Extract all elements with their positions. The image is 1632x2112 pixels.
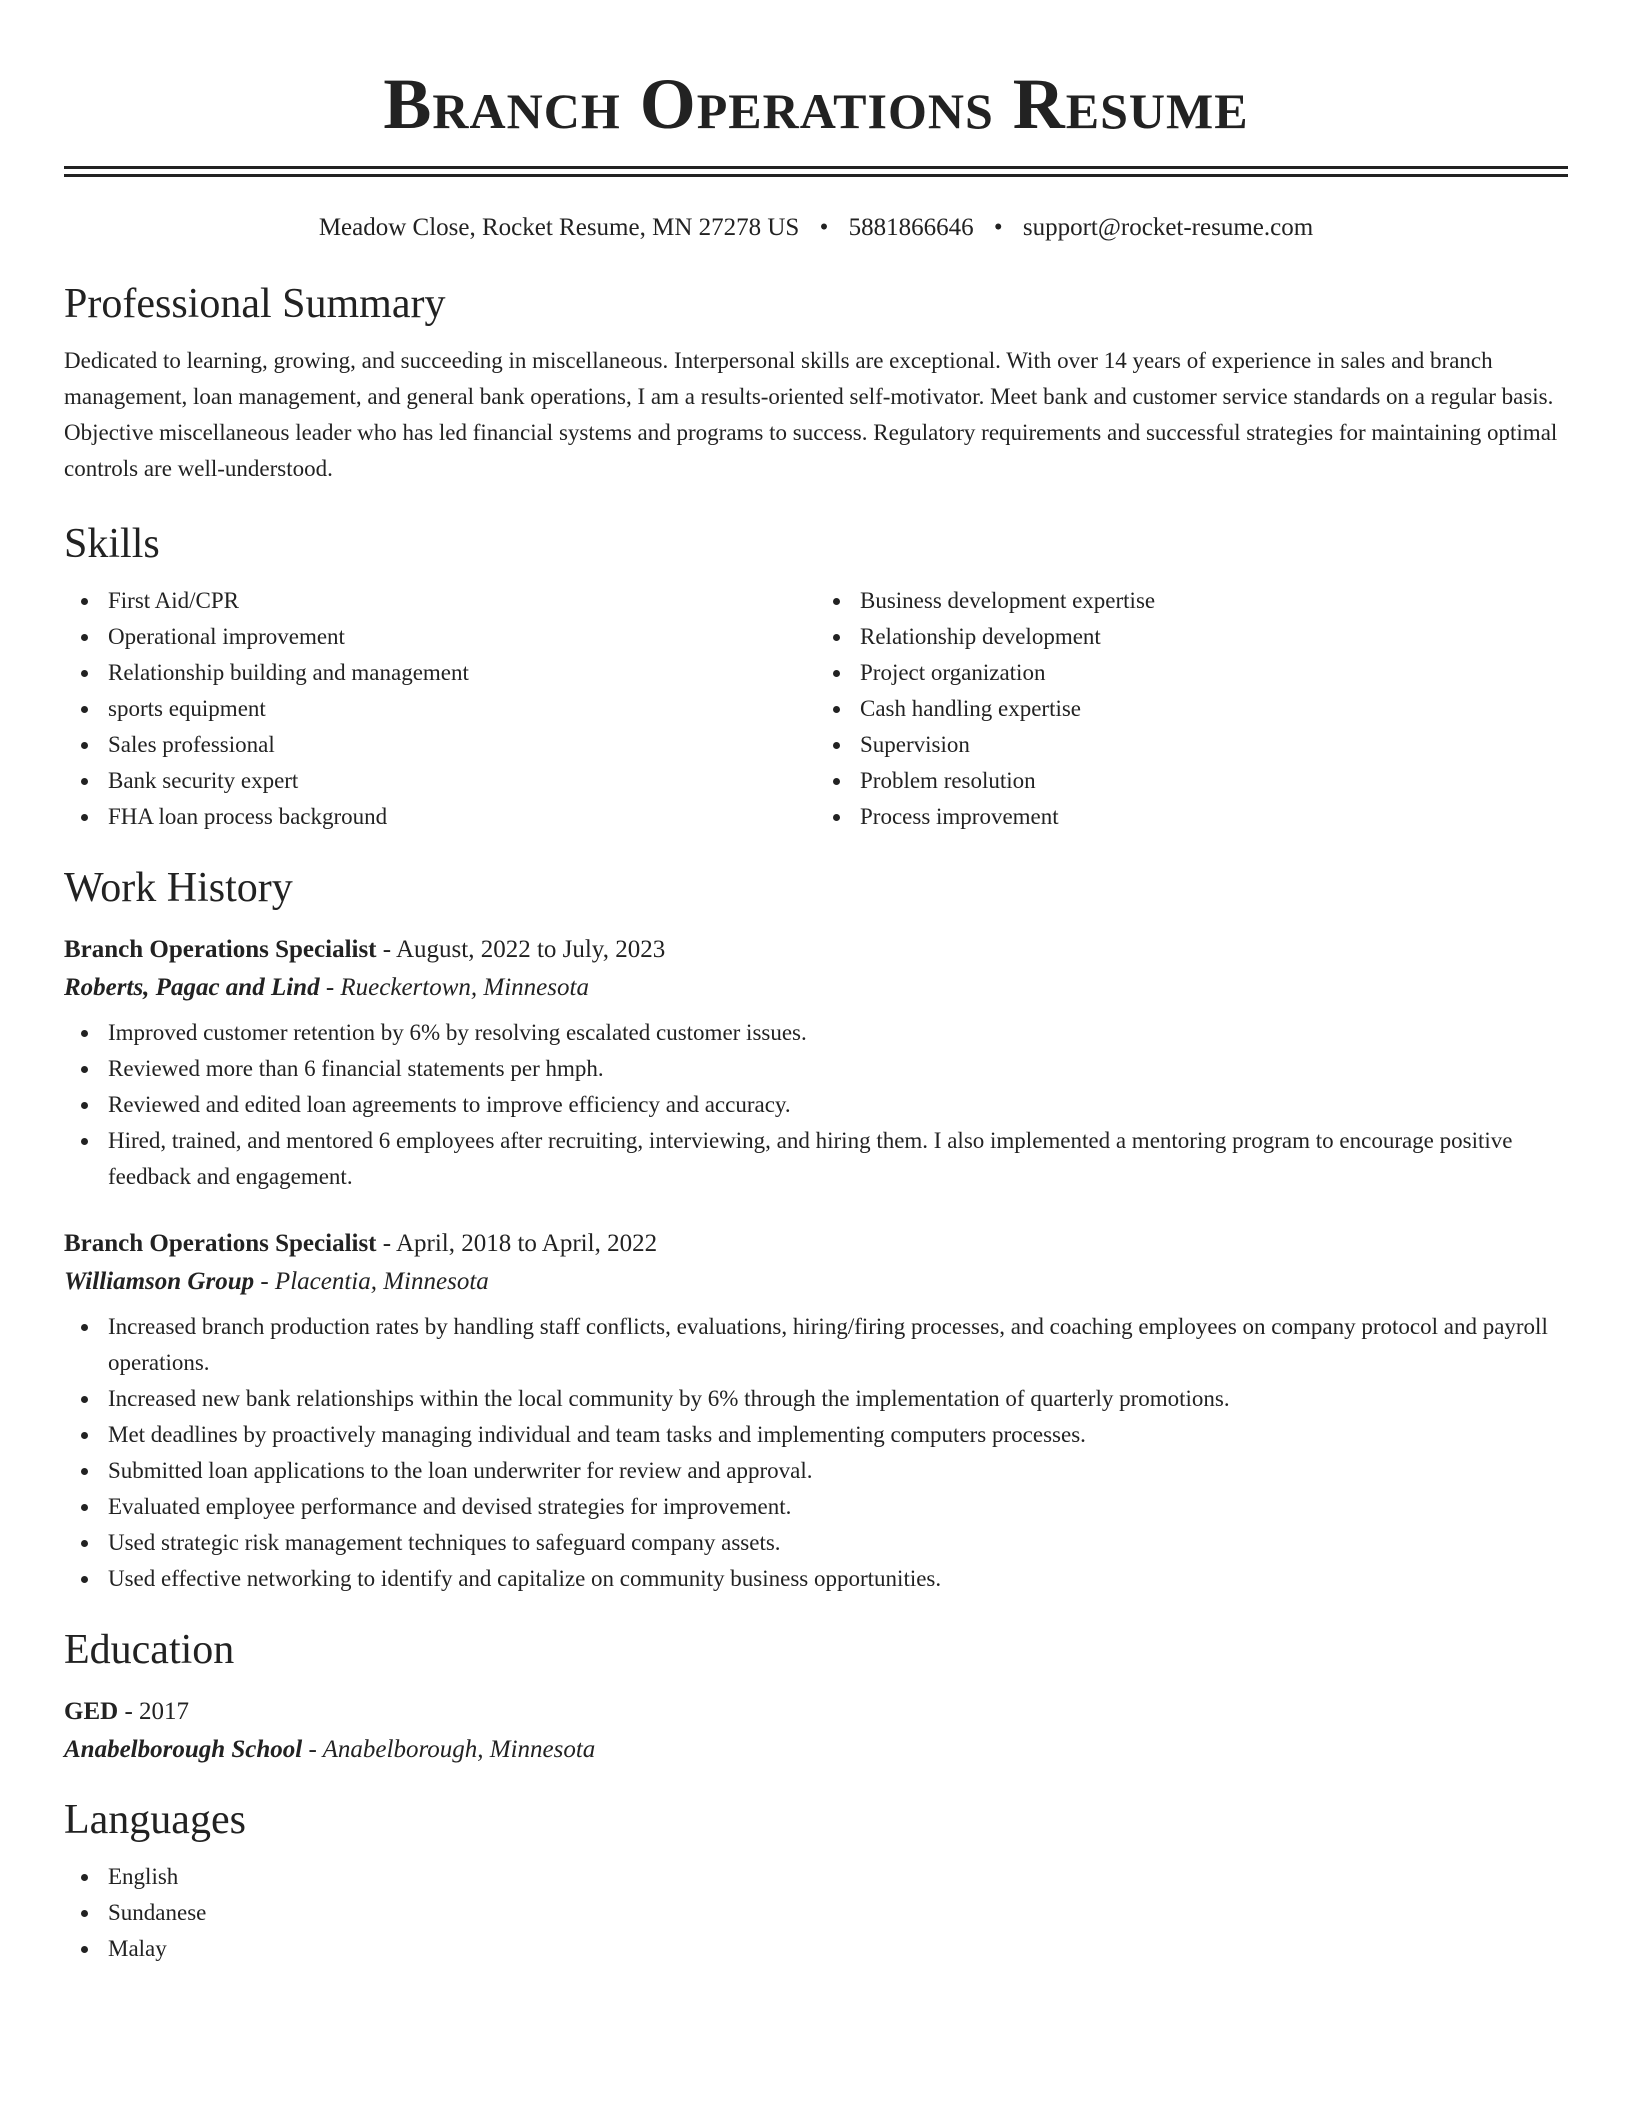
job-dates: - April, 2018 to April, 2022 <box>376 1230 658 1257</box>
skill-item: sports equipment <box>64 691 816 727</box>
education-degree-line <box>64 1695 1568 1729</box>
job-bullet: Hired, trained, and mentored 6 employees after recruiting, interviewing, and hiring them. I also implemented a mentoring program to encourage positive feedback and engagement. <box>64 1123 1568 1195</box>
job-bullet: Submitted loan applications to the loan underwriter for review and approval. <box>64 1453 1568 1489</box>
job-bullet: Increased branch production rates by handling staff conflicts, evaluations, hiring/firing processes, and coaching employees on company protocol and payroll operations. <box>64 1309 1568 1381</box>
skills-list-left <box>64 583 816 835</box>
job-title: Branch Operations Specialist <box>64 936 377 963</box>
job-bullet: Increased new bank relationships within the local community by 6% through the implementation of quarterly promotions. <box>64 1381 1568 1417</box>
job-dates: - August, 2022 to July, 2023 <box>376 936 666 963</box>
job-bullet: Evaluated employee performance and devised strategies for improvement. <box>64 1489 1568 1525</box>
contact-separator: • <box>819 214 829 241</box>
skill-item: First Aid/CPR <box>64 583 816 619</box>
skill-item: Relationship development <box>816 619 1568 655</box>
education-year: - 2017 <box>118 1698 190 1725</box>
languages-heading: Languages <box>64 1797 246 1843</box>
title-divider <box>64 166 1568 177</box>
contact-email: support@rocket-resume.com <box>1022 214 1314 241</box>
language-item: Malay <box>64 1931 1568 1967</box>
job-header <box>64 933 1568 967</box>
job-bullet: Reviewed and edited loan agreements to improve efficiency and accuracy. <box>64 1087 1568 1123</box>
skill-item: Supervision <box>816 727 1568 763</box>
language-item: English <box>64 1859 1568 1895</box>
education-heading: Education <box>64 1627 235 1673</box>
skill-item: Business development expertise <box>816 583 1568 619</box>
job-location: - Rueckertown, Minnesota <box>319 974 589 1001</box>
job-entry <box>64 1227 1568 1597</box>
job-title: Branch Operations Specialist <box>64 1230 377 1257</box>
skill-item: Operational improvement <box>64 619 816 655</box>
job-company: Roberts, Pagac and Lind <box>64 974 320 1001</box>
skill-item: Sales professional <box>64 727 816 763</box>
skill-item: Bank security expert <box>64 763 816 799</box>
contact-phone: 5881866646 <box>848 214 974 241</box>
job-bullets <box>64 1015 1568 1195</box>
skill-item: Project organization <box>816 655 1568 691</box>
summary-text: Dedicated to learning, growing, and succeeding in miscellaneous. Interpersonal skills are exceptional. With over 14 years of experience in sales and branch management, loan management, and general bank operations, I am a results-oriented self-motivator. Meet bank and customer service standards on a regular basis. Objective miscellaneous leader who has led financial systems and programs to success. Regulatory requirements and successful strategies for maintaining optimal controls are well-understood. <box>64 348 1558 481</box>
education-school-line <box>64 1733 1568 1767</box>
contact-separator: • <box>993 214 1003 241</box>
work-history-heading: Work History <box>64 865 293 911</box>
job-bullet: Used strategic risk management techniques to safeguard company assets. <box>64 1525 1568 1561</box>
education-location: - Anabelborough, Minnesota <box>302 1736 596 1763</box>
skill-item: Problem resolution <box>816 763 1568 799</box>
job-company-line <box>64 971 1568 1005</box>
job-entry <box>64 933 1568 1195</box>
job-bullet: Reviewed more than 6 financial statements per hmph. <box>64 1051 1568 1087</box>
education-school: Anabelborough School <box>64 1736 303 1763</box>
job-company-line <box>64 1265 1568 1299</box>
skill-item: Relationship building and management <box>64 655 816 691</box>
job-bullet: Improved customer retention by 6% by resolving escalated customer issues. <box>64 1015 1568 1051</box>
language-item: Sundanese <box>64 1895 1568 1931</box>
resume-title: Branch Operations Resume <box>383 64 1249 144</box>
summary-heading: Professional Summary <box>64 281 446 327</box>
job-header <box>64 1227 1568 1261</box>
job-location: - Placentia, Minnesota <box>254 1268 489 1295</box>
job-bullet: Met deadlines by proactively managing individual and team tasks and implementing computers processes. <box>64 1417 1568 1453</box>
skill-item: FHA loan process background <box>64 799 816 835</box>
job-bullets <box>64 1309 1568 1597</box>
contact-line <box>64 211 1568 245</box>
skill-item: Cash handling expertise <box>816 691 1568 727</box>
job-company: Williamson Group <box>64 1268 255 1295</box>
skills-columns <box>64 583 1568 835</box>
job-bullet: Used effective networking to identify and capitalize on community business opportunities. <box>64 1561 1568 1597</box>
skill-item: Process improvement <box>816 799 1568 835</box>
education-degree: GED <box>64 1698 119 1725</box>
skills-heading: Skills <box>64 521 160 567</box>
languages-list <box>64 1859 1568 1967</box>
contact-address: Meadow Close, Rocket Resume, MN 27278 US <box>318 214 800 241</box>
skills-list-right <box>816 583 1568 835</box>
